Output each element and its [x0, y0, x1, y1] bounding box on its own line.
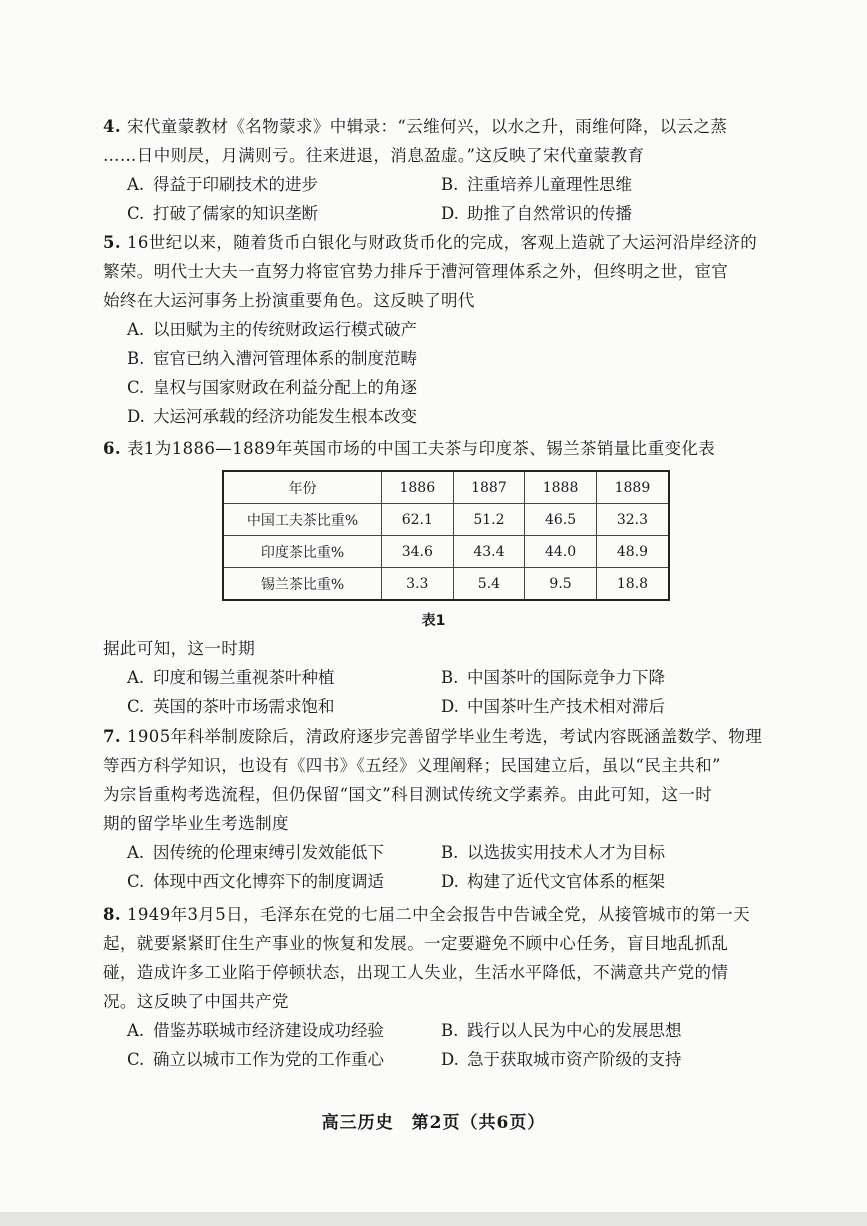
table-cell: 48.9	[596, 536, 669, 568]
question-number: 5.	[103, 233, 122, 252]
table-cell: 62.1	[382, 504, 454, 536]
table-header-cell: 1887	[453, 471, 525, 504]
table-cell: 32.3	[596, 504, 669, 536]
question-stem-line: ……日中则昃，月满则亏。往来进退，消息盈虚。”这反映了宋代童蒙教育	[103, 146, 645, 165]
option-a[interactable]: A. 以田赋为主的传统财政运行模式破产	[127, 320, 417, 339]
question-stem-line: 1905年科举制废除后，清政府逐步完善留学毕业生考选，考试内容既涵盖数学、物理	[127, 727, 763, 746]
question-stem-line: 起，就要紧紧盯住生产事业的恢复和发展。一定要避免不顾中心任务，盲目地乱抓乱	[103, 934, 729, 953]
table-cell: 43.4	[453, 536, 525, 568]
option-d[interactable]: D. 大运河承载的经济功能发生根本改变	[127, 407, 417, 426]
option-d[interactable]: D. 急于获取城市资产阶级的支持	[441, 1050, 682, 1069]
option-a[interactable]: A. 得益于印刷技术的进步	[127, 175, 318, 194]
question-5	[103, 228, 763, 431]
question-stem-line: 碰，造成许多工业陷于停顿状态，出现工人失业，生活水平降低，不满意共产党的情	[103, 963, 729, 982]
question-number: 8.	[103, 905, 122, 924]
table-row	[223, 504, 669, 536]
question-stem-line: 始终在大运河事务上扮演重要角色。这反映了明代	[103, 291, 475, 310]
option-d[interactable]: D. 中国茶叶生产技术相对滞后	[441, 697, 665, 716]
question-6	[103, 434, 763, 463]
page-footer: 高三历史 第2页（共6页）	[321, 1113, 546, 1133]
option-b[interactable]: B. 中国茶叶的国际竞争力下降	[441, 668, 665, 687]
option-a[interactable]: A. 因传统的伦理束缚引发效能低下	[127, 843, 384, 862]
scan-edge	[0, 1212, 867, 1226]
table-cell: 锡兰茶比重%	[223, 568, 382, 601]
option-b[interactable]: B. 以选拔实用技术人才为目标	[441, 843, 665, 862]
table-row	[223, 536, 669, 568]
table-cell: 5.4	[453, 568, 525, 601]
question-6-options	[103, 634, 763, 721]
table-header-cell: 1886	[382, 471, 454, 504]
question-stem-line: 况。这反映了中国共产党	[103, 992, 289, 1011]
question-stem-line: 等西方科学知识，也设有《四书》《五经》义理阐释；民国建立后，虽以“民主共和”	[103, 756, 721, 775]
question-stem-line: 据此可知，这一时期	[103, 639, 256, 658]
question-number: 6.	[103, 439, 122, 458]
table-cell: 3.3	[382, 568, 454, 601]
question-stem-line: 宋代童蒙教材《名物蒙求》中辑录：“云维何兴，以水之升，雨维何降，以云之蒸	[127, 117, 728, 136]
table-cell: 46.5	[525, 504, 597, 536]
question-stem-line: 表1为1886—1889年英国市场的中国工夫茶与印度茶、锡兰茶销量比重变化表	[127, 439, 716, 458]
data-table	[222, 470, 670, 601]
option-c[interactable]: C. 英国的茶叶市场需求饱和	[127, 697, 335, 716]
question-4	[103, 112, 763, 228]
option-c[interactable]: C. 体现中西文化博弈下的制度调适	[127, 872, 384, 891]
question-stem-line: 繁荣。明代士大夫一直努力将宦官势力排斥于漕河管理体系之外，但终明之世，宦官	[103, 262, 729, 281]
table-cell: 9.5	[525, 568, 597, 601]
option-d[interactable]: D. 助推了自然常识的传播	[441, 204, 632, 223]
option-a[interactable]: A. 印度和锡兰重视茶叶种植	[127, 668, 335, 687]
question-number: 7.	[103, 727, 122, 746]
option-d[interactable]: D. 构建了近代文官体系的框架	[441, 872, 665, 891]
option-b[interactable]: B. 宦官已纳入漕河管理体系的制度范畴	[127, 349, 417, 368]
question-8	[103, 900, 763, 1074]
table-cell: 51.2	[453, 504, 525, 536]
option-a[interactable]: A. 借鉴苏联城市经济建设成功经验	[127, 1021, 384, 1040]
question-stem-line: 为宗旨重构考选流程，但仍保留“国文”科目测试传统文学素养。由此可知，这一时	[103, 785, 713, 804]
table-row	[223, 568, 669, 601]
table-cell: 18.8	[596, 568, 669, 601]
question-stem-line: 期的留学毕业生考选制度	[103, 814, 289, 833]
table-cell: 中国工夫茶比重%	[223, 504, 382, 536]
option-c[interactable]: C. 确立以城市工作为党的工作重心	[127, 1050, 384, 1069]
table-header-row	[223, 471, 669, 504]
table-cell: 44.0	[525, 536, 597, 568]
table-header-cell: 1889	[596, 471, 669, 504]
table-caption: 表1	[421, 613, 446, 629]
table-header-cell: 年份	[223, 471, 382, 504]
option-b[interactable]: B. 注重培养儿童理性思维	[441, 175, 632, 194]
question-number: 4.	[103, 117, 122, 136]
question-7	[103, 722, 763, 896]
table-cell: 34.6	[382, 536, 454, 568]
option-b[interactable]: B. 践行以人民为中心的发展思想	[441, 1021, 682, 1040]
table-header-cell: 1888	[525, 471, 597, 504]
option-c[interactable]: C. 皇权与国家财政在利益分配上的角逐	[127, 378, 417, 397]
table-cell: 印度茶比重%	[223, 536, 382, 568]
question-stem-line: 1949年3月5日，毛泽东在党的七届二中全会报告中告诫全党，从接管城市的第一天	[127, 905, 751, 924]
question-stem-line: 16世纪以来，随着货币白银化与财政货币化的完成，客观上造就了大运河沿岸经济的	[127, 233, 758, 252]
option-c[interactable]: C. 打破了儒家的知识垄断	[127, 204, 318, 223]
